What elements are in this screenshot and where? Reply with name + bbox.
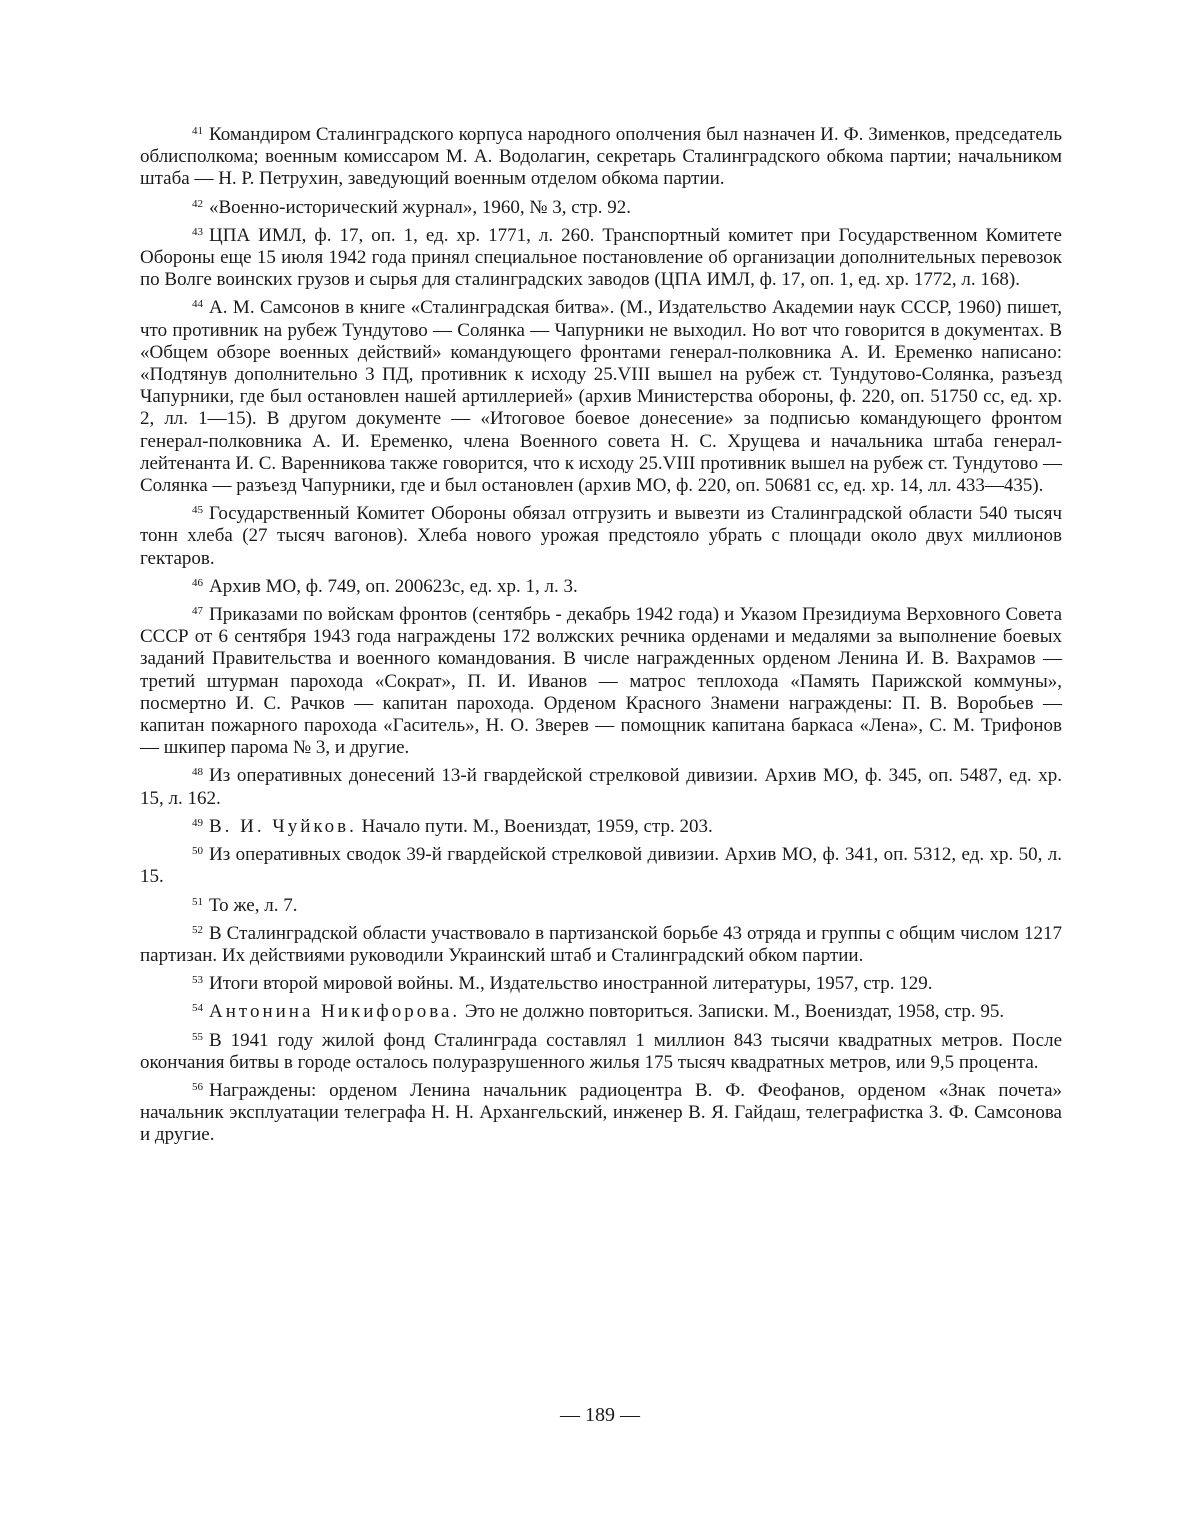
footnote-number: 42 xyxy=(192,197,203,210)
footnote-48 xyxy=(140,765,1062,809)
footnote-number: 56 xyxy=(192,1080,203,1093)
footnote-47 xyxy=(140,604,1062,759)
page-number: — 189 — xyxy=(560,1404,640,1426)
footnote-43 xyxy=(140,225,1062,292)
footnote-text: «Военно-исторический журнал», 1960, № 3, стр. 92. xyxy=(209,196,632,218)
footnote-text: Приказами по войскам фронтов (сентябрь - декабрь 1942 года) и Указом Президиума Верховного Совета СССР от 6 сентября 1943 года награждены 172 волжских речника орденами и медалями за выполнение боевых заданий Правительства и военного командования. В числе награжденных орденом Ленина И. В. Вахрамов — третий штурман парохода «Сократ», П. И. Иванов — матрос теплохода «Память Парижской коммуны», посмертно И. С. Рачков — капитан парохода. Орденом Красного Знамени награждены: П. В. Воробьев — капитан пожарного парохода «Гаситель», Н. О. Зверев — помощник капитана баркаса «Лена», С. М. Трифонов — шкипер парома № 3, и другие. xyxy=(140,604,1062,759)
footnote-number: 50 xyxy=(192,845,203,858)
footnote-text: То же, л. 7. xyxy=(209,894,298,916)
footnote-45 xyxy=(140,503,1062,570)
footnote-text: В 1941 году жилой фонд Сталинграда составлял 1 миллион 843 тысячи квадратных метров. После окончания битвы в городе осталось полуразрушенного жилья 175 тысяч квадратных метров, или 9,5 процента. xyxy=(140,1029,1062,1073)
footnote-text: Государственный Комитет Обороны обязал отгрузить и вывезти из Сталинградской области 540 тысяч тонн хлеба (27 тысяч вагонов). Хлеба нового урожая предстояло убрать с площади около двух миллионов гектаров. xyxy=(140,503,1062,569)
footnote-number: 43 xyxy=(192,225,203,238)
footnote-number: 46 xyxy=(192,576,203,589)
footnote-44 xyxy=(140,297,1062,497)
footnote-text: Командиром Сталинградского корпуса народного ополчения был назначен И. Ф. Зименков, председатель облисполкома; военным комиссаром М. А. Водолагин, секретарь Сталинградского обкома партии; начальником штаба — Н. Р. Петрухин, заведующий военным отделом обкома партии. xyxy=(140,124,1062,190)
footnote-text: Итоги второй мировой войны. М., Издательство иностранной литературы, 1957, стр. 129. xyxy=(209,973,933,995)
footnote-text: А. М. Самсонов в книге «Сталинградская битва». (М., Издательство Академии наук СССР, 1960) пишет, что противник на рубеж Тундутово — Солянка — Чапурники не выходил. Но вот что говорится в документах. В «Общем обзоре военных действий» командующего фронтами генерал-полковника А. И. Еременко написано: «Подтянув дополнительно 3 ПД, противник к исходу 25.VIII вышел на рубеж ст. Тундутово-Солянка, разъезд Чапурники, где был остановлен нашей артиллерией» (архив Министерства обороны, ф. 220, оп. 51750 сс, ед. хр. 2, лл. 1—15). В другом документе — «Итоговое боевое донесение» за подписью командующего фронтом генерал-полковника А. И. Еременко, члена Военного совета Н. С. Хрущева и начальника штаба генерал-лейтенанта И. С. Варенникова также говорится, что к исходу 25.VIII противник вышел на рубеж ст. Тундутово — Солянка — разъезд Чапурники, где и был остановлен (архив МО, ф. 220, оп. 50681 сс, ед. хр. 14, лл. 433—435). xyxy=(140,297,1062,497)
footnote-number: 41 xyxy=(192,125,203,137)
footnote-text: Архив МО, ф. 749, оп. 200623с, ед. хр. 1, л. 3. xyxy=(209,575,578,597)
footnote-number: 44 xyxy=(192,298,203,311)
footnote-54 xyxy=(140,1001,1062,1023)
footnote-50 xyxy=(140,844,1062,888)
footnote-56 xyxy=(140,1080,1062,1147)
footnote-46 xyxy=(140,576,1062,598)
footnote-number: 55 xyxy=(192,1030,203,1043)
footnote-text: Награждены: орденом Ленина начальник радиоцентра В. Ф. Феофанов, орденом «Знак почета» начальник эксплуатации телеграфа Н. Н. Архангельский, инженер В. Я. Гайдаш, телеграфистка З. Ф. Самсонова и другие. xyxy=(140,1079,1062,1146)
footnotes-section xyxy=(140,124,1062,1153)
footnote-number: 54 xyxy=(192,1002,203,1015)
footnote-text: Начало пути. М., Воениздат, 1959, стр. 203. xyxy=(361,815,713,837)
footnote-text: ЦПА ИМЛ, ф. 17, оп. 1, ед. хр. 1771, л. 260. Транспортный комитет при Государственном Комитете Обороны еще 15 июля 1942 года принял специальное постановление об организации дополнительных перевозок по Волге воинских грузов и сырья для сталинградских заводов (ЦПА ИМЛ, ф. 17, оп. 1, ед. хр. 1772, л. 168). xyxy=(140,224,1062,291)
footnote-text: Из оперативных донесений 13-й гвардейской стрелковой дивизии. Архив МО, ф. 345, оп. 5487, ед. хр. 15, л. 162. xyxy=(140,765,1062,809)
footnote-55 xyxy=(140,1030,1062,1074)
footnote-52 xyxy=(140,923,1062,967)
footnote-number: 45 xyxy=(192,504,203,517)
footnote-number: 48 xyxy=(192,766,203,779)
footnote-number: 51 xyxy=(192,895,203,908)
footnote-text: Из оперативных сводок 39-й гвардейской стрелковой дивизии. Архив МО, ф. 341, оп. 5312, ед. хр. 50, л. 15. xyxy=(140,844,1062,888)
footnote-41 xyxy=(140,124,1062,191)
footnote-author: В. И. Чуйков. xyxy=(209,815,357,837)
footnote-number: 49 xyxy=(192,816,203,829)
footnote-text: В Сталинградской области участвовало в партизанской борьбе 43 отряда и группы с общим числом 1217 партизан. Их действиями руководили Украинский штаб и Сталинградский обком партии. xyxy=(140,922,1062,966)
footnote-51 xyxy=(140,895,1062,917)
footnote-text: Это не должно повториться. Записки. М., Воениздат, 1958, стр. 95. xyxy=(464,1001,1005,1023)
footnote-number: 47 xyxy=(192,605,203,618)
footnote-author: Антонина Никифорова. xyxy=(209,1001,461,1023)
footnote-49 xyxy=(140,816,1062,838)
footnote-42 xyxy=(140,197,1062,219)
footnote-number: 53 xyxy=(192,974,203,987)
footnote-53 xyxy=(140,973,1062,995)
footnote-number: 52 xyxy=(192,923,203,936)
